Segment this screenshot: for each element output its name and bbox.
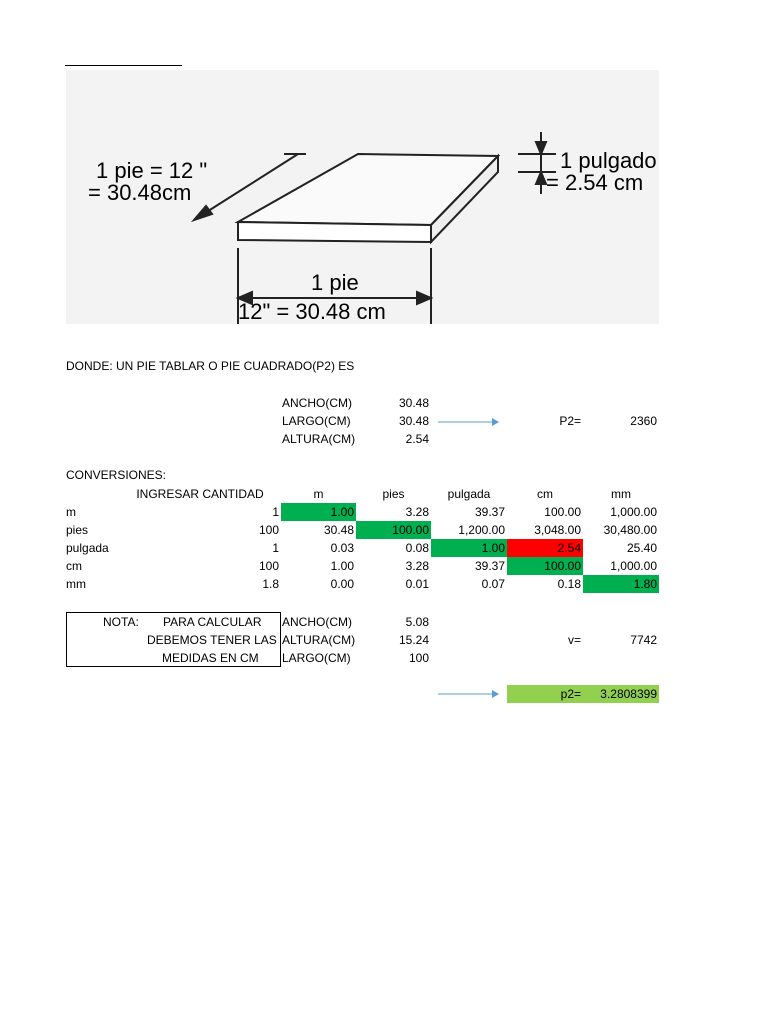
dim2-label-largo: LARGO(CM)	[282, 651, 351, 665]
cell-pulgada-pies: 0.08	[405, 541, 429, 555]
note-line-1: PARA CALCULAR	[163, 615, 262, 629]
cell-mm-pies: 0.01	[405, 577, 429, 591]
cell-m-cm: 100.00	[544, 505, 581, 519]
v-label: v=	[567, 633, 581, 647]
dim-value-ancho: 30.48	[398, 396, 429, 410]
cell-mm-pulgada: 0.07	[481, 577, 505, 591]
cell-cm-cm: 100.00	[507, 557, 583, 575]
figure-label-pie-left-1: 1 pie = 12 "	[96, 158, 208, 183]
p2b-value: 3.2808399	[583, 685, 659, 703]
cell-mm-cm: 0.18	[557, 577, 581, 591]
header-pies: pies	[382, 487, 405, 501]
dim-label-largo: LARGO(CM)	[282, 414, 351, 428]
dim-value-altura: 2.54	[405, 432, 429, 446]
row-qty-cm[interactable]: 100	[258, 559, 279, 573]
dim2-label-altura: ALTURA(CM)	[282, 633, 356, 647]
cell-m-m: 1.00	[281, 503, 356, 521]
note-line-2: DEBEMOS TENER LAS	[147, 633, 277, 647]
cell-m-pulgada: 39.37	[474, 505, 505, 519]
dim-value-largo: 30.48	[398, 414, 429, 428]
dim-label-ancho: ANCHO(CM)	[282, 396, 352, 410]
dim-label-altura: ALTURA(CM)	[282, 432, 356, 446]
figure-label-bottom-2: 12" = 30.48 cm	[238, 299, 386, 324]
board-figure	[66, 70, 659, 324]
dim2-value-largo[interactable]: 100	[408, 651, 429, 665]
cell-cm-pulgada: 39.37	[474, 559, 505, 573]
figure-label-pulgada-2: = 2.54 cm	[546, 170, 644, 195]
cell-pies-m: 30.48	[323, 523, 354, 537]
cell-mm-mm: 1.80	[583, 575, 659, 593]
cell-m-mm: 1,000.00	[610, 505, 657, 519]
p2-value: 2360	[630, 414, 657, 428]
cell-cm-m: 1.00	[330, 559, 354, 573]
conversions-title: CONVERSIONES:	[66, 468, 167, 482]
note-line-3: MEDIDAS EN CM	[162, 651, 259, 665]
header-underline	[65, 65, 182, 66]
row-unit-pulgada: pulgada	[66, 541, 109, 555]
row-unit-m: m	[66, 505, 76, 519]
cell-pies-mm: 30,480.00	[603, 523, 657, 537]
figure-label-pie-left-2: = 30.48cm	[88, 180, 192, 205]
cell-pies-pulgada: 1,200.00	[458, 523, 505, 537]
row-unit-pies: pies	[66, 523, 89, 537]
cell-pulgada-cm: 2.54	[507, 539, 583, 557]
row-qty-pies[interactable]: 100	[258, 523, 279, 537]
arrow-icon	[438, 416, 500, 428]
header-m: m	[313, 487, 324, 501]
row-unit-mm: mm	[66, 577, 86, 591]
cell-cm-mm: 1,000.00	[610, 559, 657, 573]
header-cm: cm	[537, 487, 553, 501]
cell-cm-pies: 3.28	[405, 559, 429, 573]
row-qty-m[interactable]: 1	[272, 505, 279, 519]
dim2-value-altura[interactable]: 15.24	[398, 633, 429, 647]
row-qty-pulgada[interactable]: 1	[272, 541, 279, 555]
row-unit-cm: cm	[66, 559, 82, 573]
cell-m-pies: 3.28	[405, 505, 429, 519]
cell-pulgada-m: 0.03	[330, 541, 354, 555]
cell-mm-m: 0.00	[330, 577, 354, 591]
figure-label-bottom-1: 1 pie	[311, 270, 359, 295]
cell-pulgada-mm: 25.40	[626, 541, 657, 555]
p2-label: P2=	[559, 414, 581, 428]
header-ingresar-cantidad: INGRESAR CANTIDAD	[136, 487, 264, 501]
cell-pies-pies: 100.00	[356, 521, 431, 539]
page-title: DONDE: UN PIE TABLAR O PIE CUADRADO(P2) ES	[66, 359, 355, 373]
cell-pulgada-pulgada: 1.00	[431, 539, 507, 557]
dim2-label-ancho: ANCHO(CM)	[282, 615, 352, 629]
p2b-label: p2=	[507, 685, 583, 703]
arrow-icon	[438, 688, 500, 700]
v-value: 7742	[630, 633, 657, 647]
figure-label-pulgada-1: 1 pulgado	[560, 148, 657, 173]
row-qty-mm[interactable]: 1.8	[262, 577, 279, 591]
header-pulgada: pulgada	[447, 487, 491, 501]
cell-pies-cm: 3,048.00	[534, 523, 581, 537]
note-label: NOTA:	[103, 615, 139, 629]
header-mm: mm	[611, 487, 631, 501]
dim2-value-ancho[interactable]: 5.08	[405, 615, 429, 629]
